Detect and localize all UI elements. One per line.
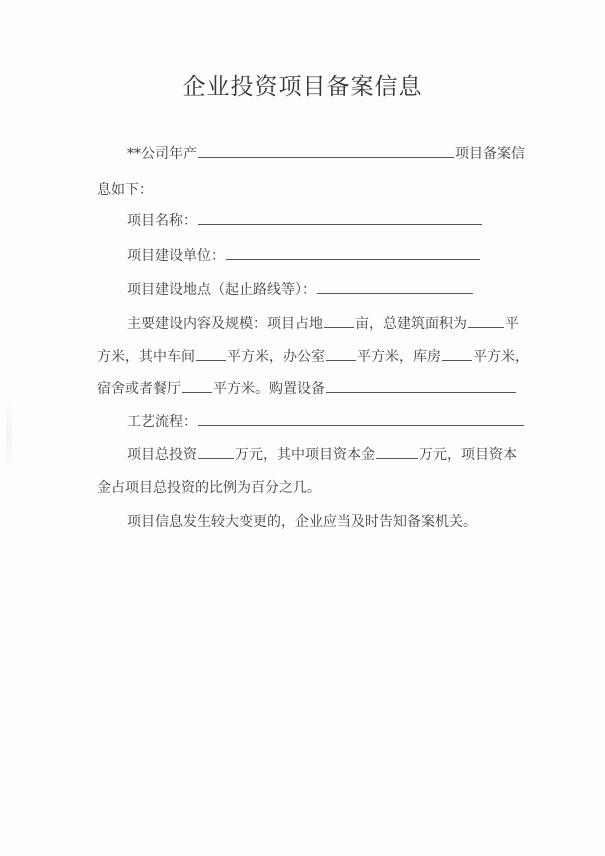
scale-text: 亩，总建筑面积为 [355,316,467,332]
scale-text: 宿舍或者餐厅 [97,381,181,397]
construction-unit-line [127,245,481,266]
intro-prefix: **公司年产 [127,146,197,162]
process-label: 工艺流程： [127,414,197,430]
investment-text: 万元，其中项目资本金 [235,447,375,463]
scale-text: 平方米。购置设备 [213,381,325,397]
investment-text: 万元，项目资本 [419,447,517,463]
scale-text: 平 [505,316,519,332]
document-title: 企业投资项目备案信息 [182,74,423,100]
project-name-line [127,210,483,231]
construction-site-line [127,279,474,300]
investment-line-2: 金占项目总投资的比例为百分之几。 [97,480,321,496]
investment-line-1 [127,444,517,465]
intro-continuation: 息如下： [97,182,153,198]
construction-unit-label: 项目建设单位： [127,248,225,264]
capital-blank[interactable] [376,444,418,459]
total-floor-area-blank[interactable] [468,313,504,328]
notice-line: 项目信息发生较大变更的，企业应当及时告知备案机关。 [127,514,477,530]
project-name-blank[interactable] [198,210,482,225]
scale-text: 主要建设内容及规模：项目占地 [127,316,323,332]
process-line [127,411,525,432]
scale-text: 平方米，库房 [357,349,441,365]
workshop-area-blank[interactable] [196,346,226,361]
scale-line-1 [127,313,519,334]
scale-text: 平方米， [473,349,529,365]
intro-line [127,143,525,164]
equipment-blank[interactable] [326,378,516,393]
investment-text: 项目总投资 [127,447,197,463]
dormitory-area-blank[interactable] [182,378,212,393]
warehouse-area-blank[interactable] [442,346,472,361]
scale-text: 平方米，办公室 [227,349,325,365]
intro-suffix: 项目备案信 [455,146,525,162]
scale-line-2 [97,346,529,367]
construction-site-label: 项目建设地点（起止路线等）： [127,282,316,298]
project-name-label: 项目名称： [127,213,197,229]
office-area-blank[interactable] [326,346,356,361]
scale-line-3 [97,378,517,399]
construction-site-blank[interactable] [317,279,473,294]
scale-text: 方米，其中车间 [97,349,195,365]
construction-unit-blank[interactable] [226,245,480,260]
product-blank[interactable] [198,143,454,158]
process-blank[interactable] [198,411,524,426]
scan-artifact [6,400,12,470]
land-area-blank[interactable] [324,313,354,328]
total-investment-blank[interactable] [198,444,234,459]
